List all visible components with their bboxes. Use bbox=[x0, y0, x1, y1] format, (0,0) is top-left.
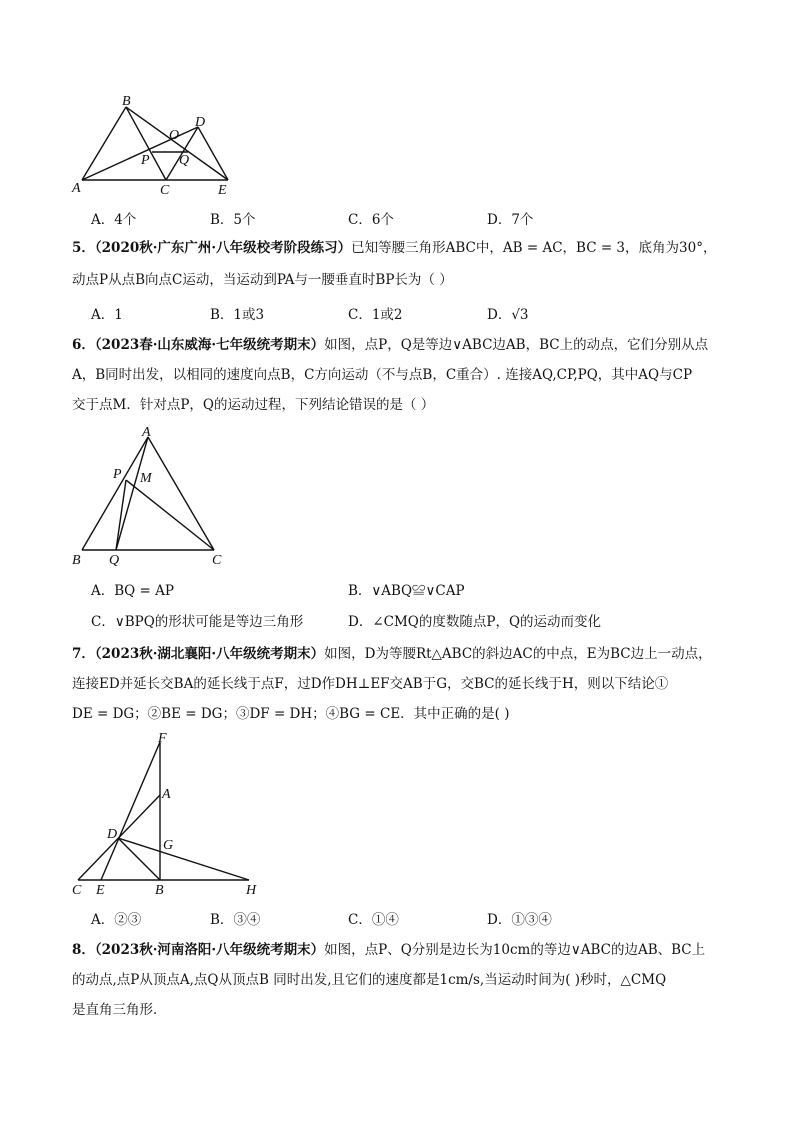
q7-label-F: F bbox=[158, 731, 167, 746]
q6-option-c[interactable]: C．∨BPQ的形状可能是等边三角形 bbox=[91, 614, 304, 630]
q5-option-a[interactable]: A．1 bbox=[91, 307, 123, 323]
q7-source: （2023秋·湖北襄阳·八年级统考期末） bbox=[94, 646, 325, 662]
q6-option-d[interactable]: D．∠CMQ的度数随点P，Q的运动而变化 bbox=[348, 614, 602, 630]
q7-text-1: 如图，D为等腰Rt△ABC的斜边AC的中点，E为BC边上一动点， bbox=[324, 646, 712, 662]
q5-text-1: 已知等腰三角形ABC中，AB = AC，BC = 3，底角为30°， bbox=[351, 240, 717, 256]
q6-label-B: B bbox=[72, 553, 81, 568]
q6-label-P: P bbox=[113, 467, 122, 482]
q7-label-A: A bbox=[162, 787, 171, 802]
q7-label-E: E bbox=[96, 883, 105, 898]
q8-line-1 bbox=[72, 940, 705, 960]
q7-label-H: H bbox=[246, 883, 257, 898]
q4-label-Q: Q bbox=[179, 153, 190, 168]
q7-figure bbox=[66, 730, 266, 898]
q8-line-3: 是直角三角形． bbox=[72, 1002, 167, 1018]
q7-option-d[interactable]: D．①③④ bbox=[487, 912, 552, 928]
q4-label-E: E bbox=[218, 183, 227, 197]
q5-option-b[interactable]: B．1或3 bbox=[210, 307, 265, 323]
q5-option-d[interactable]: D．√3 bbox=[487, 307, 529, 323]
q8-text-1: 如图，点P、Q分别是边长为10cm的等边∨ABC的边AB、BC上 bbox=[324, 942, 706, 958]
q6-label-A: A bbox=[142, 425, 151, 440]
q4-option-c[interactable]: C．6个 bbox=[348, 212, 394, 228]
q6-label-C: C bbox=[212, 553, 222, 568]
q4-label-P: P bbox=[141, 153, 150, 168]
q6-line-2: A，B同时出发，以相同的速度向点B，C方向运动（不与点B，C重合）. 连接AQ,CP,PQ，其中AQ与CP bbox=[72, 367, 693, 383]
q7-option-c[interactable]: C．①④ bbox=[348, 912, 399, 928]
q4-label-D: D bbox=[195, 115, 206, 130]
q4-figure bbox=[70, 92, 240, 197]
q7-label-G: G bbox=[163, 838, 174, 853]
q4-label-A: A bbox=[72, 181, 81, 196]
q6-label-M: M bbox=[140, 471, 152, 486]
q5-source: （2020秋·广东广州·八年级校考阶段练习） bbox=[94, 240, 352, 256]
q5-line-2: 动点P从点B向点C运动，当运动到PA与一腰垂直时BP长为（ ） bbox=[72, 272, 453, 288]
q7-line-2: 连接ED并延长交BA的延长线于点F，过D作DH⊥EF交AB于G，交BC的延长线于H，则以下结论① bbox=[72, 676, 669, 692]
q6-source: （2023春·山东威海·七年级统考期末） bbox=[94, 337, 325, 353]
q4-option-a[interactable]: A．4个 bbox=[91, 212, 137, 228]
q6-option-a[interactable]: A．BQ = AP bbox=[91, 583, 174, 599]
q7-line-3: DE = DG；②BE = DG；③DF = DH；④BG = CE．其中正确的是( ) bbox=[72, 706, 510, 722]
q6-line-3: 交于点M．针对点P，Q的运动过程，下列结论错误的是（ ） bbox=[72, 397, 435, 413]
q5-option-c[interactable]: C．1或2 bbox=[348, 307, 403, 323]
q4-label-O: O bbox=[169, 128, 180, 143]
q5-number: 5． bbox=[72, 240, 95, 256]
q8-source: （2023秋·河南洛阳·八年级统考期末） bbox=[94, 942, 325, 958]
q7-label-C: C bbox=[72, 883, 82, 898]
q4-option-d[interactable]: D．7个 bbox=[487, 212, 534, 228]
q7-label-D: D bbox=[107, 827, 118, 842]
q4-label-C: C bbox=[160, 183, 170, 197]
q7-option-a[interactable]: A．②③ bbox=[91, 912, 142, 928]
q6-option-b[interactable]: B．∨ABQ≌∨CAP bbox=[348, 583, 465, 599]
q7-label-B: B bbox=[155, 883, 164, 898]
q6-label-Q: Q bbox=[109, 553, 120, 568]
q6-figure bbox=[66, 422, 236, 572]
q4-option-b[interactable]: B．5个 bbox=[210, 212, 256, 228]
q7-option-b[interactable]: B．③④ bbox=[210, 912, 261, 928]
q7-number: 7． bbox=[72, 646, 95, 662]
q4-label-B: B bbox=[122, 94, 131, 109]
q8-line-2: 的动点,点P从顶点A,点Q从顶点B 同时出发,且它们的速度都是1cm/s,当运动时间为( )秒时，△CMQ bbox=[72, 972, 667, 988]
q6-line-1 bbox=[72, 335, 708, 355]
q7-line-1 bbox=[72, 644, 712, 664]
q8-number: 8． bbox=[72, 942, 95, 958]
q6-number: 6． bbox=[72, 337, 95, 353]
q5-line-1 bbox=[72, 238, 716, 258]
q6-text-1: 如图，点P，Q是等边∨ABC边AB，BC上的动点，它们分别从点 bbox=[324, 337, 709, 353]
